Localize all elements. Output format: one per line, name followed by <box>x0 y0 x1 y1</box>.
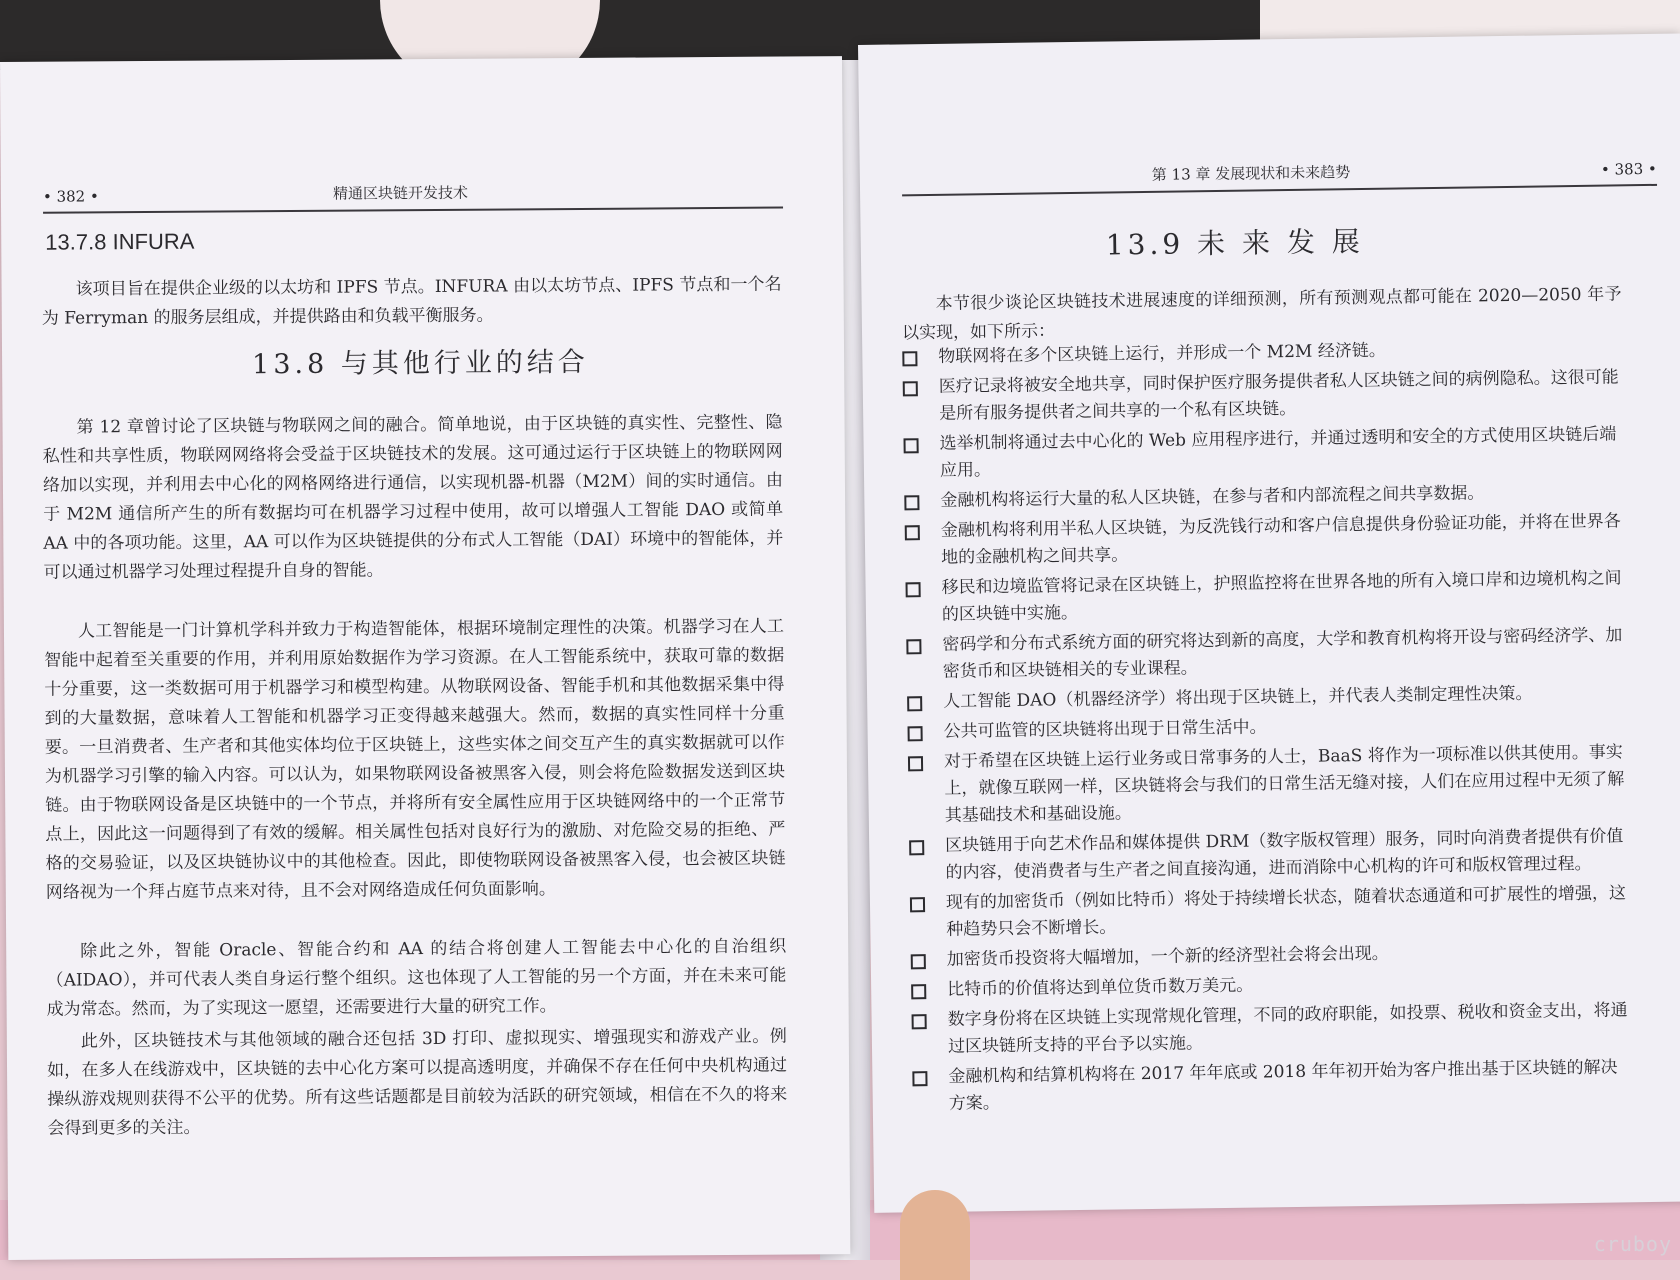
checkbox-bullet-icon <box>911 984 926 999</box>
body-paragraph: 人工智能是一门计算机学科并致力于构造智能体，根据环境制定理性的决策。机器学习在人工智能中起着至关重要的作用，并利用原始数据作为学习资源。在人工智能系统中，获取可靠的数据十分重要，这一类数据可用于机器学习和模型构建。从物联网设备、智能手机和其他数据采集中得到的大量数据，意味着人工智能和机器学习正变得越来越强大。然而，数据的真实性同样十分重要。一旦消费者、生产者和其他实体均位于区块链上，这些实体之间交互产生的真实数据就可以作为机器学习引擎的输入内容。可以认为，如果物联网设备被黑客入侵，则会将危险数据发送到区块链。由于物联网设备是区块链中的一个节点，并将所有安全属性应用于区块链网络中的一个正常节点上，因此这一问题得到了有效的缓解。相关属性包括对良好行为的激励、对危险交易的拒绝、严格的交易验证，以及区块链协议中的其他检查。因此，即使物联网设备被黑客入侵，也会被区块链网络视为一个拜占庭节点来对待，且不会对网络造成任何负面影响。 <box>44 616 786 903</box>
left-running-title: 精通区块链开发技术 <box>332 183 469 203</box>
checkbox-bullet-icon <box>907 696 922 711</box>
checkbox-bullet-icon <box>910 897 925 912</box>
checkbox-bullet-icon <box>911 954 926 969</box>
list-item: 数字身份将在区块链上实现常规化管理，不同的政府职能，如投票、税收和资金支出，将通过区块链所支持的平台予以实施。 <box>911 997 1632 1061</box>
checkbox-bullet-icon <box>903 381 918 396</box>
list-item: 移民和边境监管将记录在区块链上，护照监控将在世界各地的所有入境口岸和边境机构之间的区块链中实施。 <box>905 565 1626 629</box>
list-item: 物联网将在多个区块链上运行，并形成一个 M2M 经济链。 <box>902 334 1622 371</box>
list-item: 公共可监管的区块链将出现于日常生活中。 <box>907 709 1627 746</box>
checkbox-bullet-icon <box>904 495 919 510</box>
list-item: 金融机构将运行大量的私人区块链，在参与者和内部流程之间共享数据。 <box>904 478 1624 515</box>
watermark: cruboy <box>1593 1232 1672 1256</box>
chapter-heading-13-9: 13.9 未 来 发 展 <box>1105 224 1364 262</box>
checkbox-bullet-icon <box>906 639 921 654</box>
list-item: 医疗记录将被安全地共享，同时保护医疗服务提供者私人区块链之间的病例隐私。这很可能是所有服务提供者之间共享的一个私有区块链。 <box>903 364 1624 428</box>
list-item: 选举机制将通过去中心化的 Web 应用程序进行，并通过透明和安全的方式使用区块链后端应用。 <box>903 421 1624 485</box>
checkbox-bullet-icon <box>908 756 923 771</box>
body-paragraph: 此外，区块链技术与其他领域的融合还包括 3D 打印、虚拟现实、增强现实和游戏产业。例如，在多人在线游戏中，区块链的去中心化方案可以提高透明度，并确保不存在任何中央机构通过操纵游戏规则获得不公平的优势。所有这些话题都是目前较为活跃的研究领域，相信在不久的将来会得到更多的关注。 <box>46 1026 788 1139</box>
intro-paragraph: 本节很少谈论区块链技术进展速度的详细预测，所有预测观点都可能在 2020—2050 年予以实现，如下所示： <box>901 284 1622 344</box>
list-item: 金融机构将利用半私人区块链，为反洗钱行动和客户信息提供身份验证功能，并将在世界各地的金融机构之间共享。 <box>905 508 1626 572</box>
list-item: 人工智能 DAO（机器经济学）将出现于区块链上，并代表人类制定理性决策。 <box>907 679 1627 716</box>
list-item: 加密货币投资将大幅增加，一个新的经济型社会将会出现。 <box>911 937 1631 974</box>
list-item: 密码学和分布式系统方面的研究将达到新的高度，大学和教育机构将开设与密码经济学、加密货币和区块链相关的专业课程。 <box>906 622 1627 686</box>
body-paragraph: 第 12 章曾讨论了区块链与物联网之间的融合。简单地说，由于区块链的真实性、完整性、隐私性和共享性质，物联网网络将会受益于区块链技术的发展。这可通过运行于区块链上的物联网网络加以实现，并利用去中心化的网格网络进行通信，以实现机器-机器（M2M）间的实时通信。由于 M2M 通信所产生的所有数据均可在机器学习过程中使用，故可以增强人工智能 DAO 或简单 AA 中的各项功能。这里，AA 可以作为区块链提供的分布式人工智能（DAI）环境中的智能体，并可以通过机器学习处理过程提升自身的智能。 <box>42 412 784 583</box>
prediction-list <box>902 334 1633 1121</box>
right-page <box>858 34 1680 1213</box>
checkbox-bullet-icon <box>909 840 924 855</box>
checkbox-bullet-icon <box>902 351 917 366</box>
right-running-header <box>902 154 1657 197</box>
left-running-header <box>43 177 783 214</box>
list-item: 对于希望在区块链上运行业务或日常事务的人士，BaaS 将作为一项标准以供其使用。事实上，就像互联网一样，区块链将会与我们的日常生活无缝对接，人们在应用过程中无须了解其基础技术和基础设施。 <box>908 739 1629 830</box>
section-heading-infura: 13.7.8 INFURA <box>45 228 195 255</box>
list-item: 区块链用于向艺术作品和媒体提供 DRM（数字版权管理）服务，同时向消费者提供有价值的内容，使消费者与生产者之间直接沟通，进而消除中心机构的许可和版权管理过程。 <box>909 823 1630 887</box>
thumb <box>900 1190 970 1280</box>
list-item: 金融机构和结算机构将在 2017 年年底或 2018 年年初开始为客户推出基于区块链的解决方案。 <box>912 1054 1633 1118</box>
right-running-title: 第 13 章 发展现状和未来趋势 <box>1151 163 1351 184</box>
chapter-heading-13-8: 13.8 与其他行业的结合 <box>252 346 589 381</box>
body-paragraph: 除此之外，智能 Oracle、智能合约和 AA 的结合将创建人工智能去中心化的自治组织（AIDAO），并可代表人类自身运行整个组织。这也体现了人工智能的另一个方面，并在未来可能成为常态。然而，为了实现这一愿望，还需要进行大量的研究工作。 <box>46 936 787 1020</box>
list-item: 现有的加密货币（例如比特币）将处于持续增长状态，随着状态通道和可扩展性的增强，这种趋势只会不断增长。 <box>910 880 1631 944</box>
list-item: 比特币的价值将达到单位货币数万美元。 <box>911 967 1631 1004</box>
infura-paragraph: 该项目旨在提供企业级的以太坊和 IPFS 节点。INFURA 由以太坊节点、IPFS 节点和一个名为 Ferryman 的服务层组成，并提供路由和负载平衡服务。 <box>41 274 782 329</box>
checkbox-bullet-icon <box>912 1014 927 1029</box>
left-page <box>0 56 850 1260</box>
right-page-number: • 383 • <box>1600 159 1657 179</box>
checkbox-bullet-icon <box>903 438 918 453</box>
left-page-number: • 382 • <box>42 187 99 206</box>
checkbox-bullet-icon <box>908 726 923 741</box>
checkbox-bullet-icon <box>905 525 920 540</box>
checkbox-bullet-icon <box>906 582 921 597</box>
checkbox-bullet-icon <box>912 1071 927 1086</box>
